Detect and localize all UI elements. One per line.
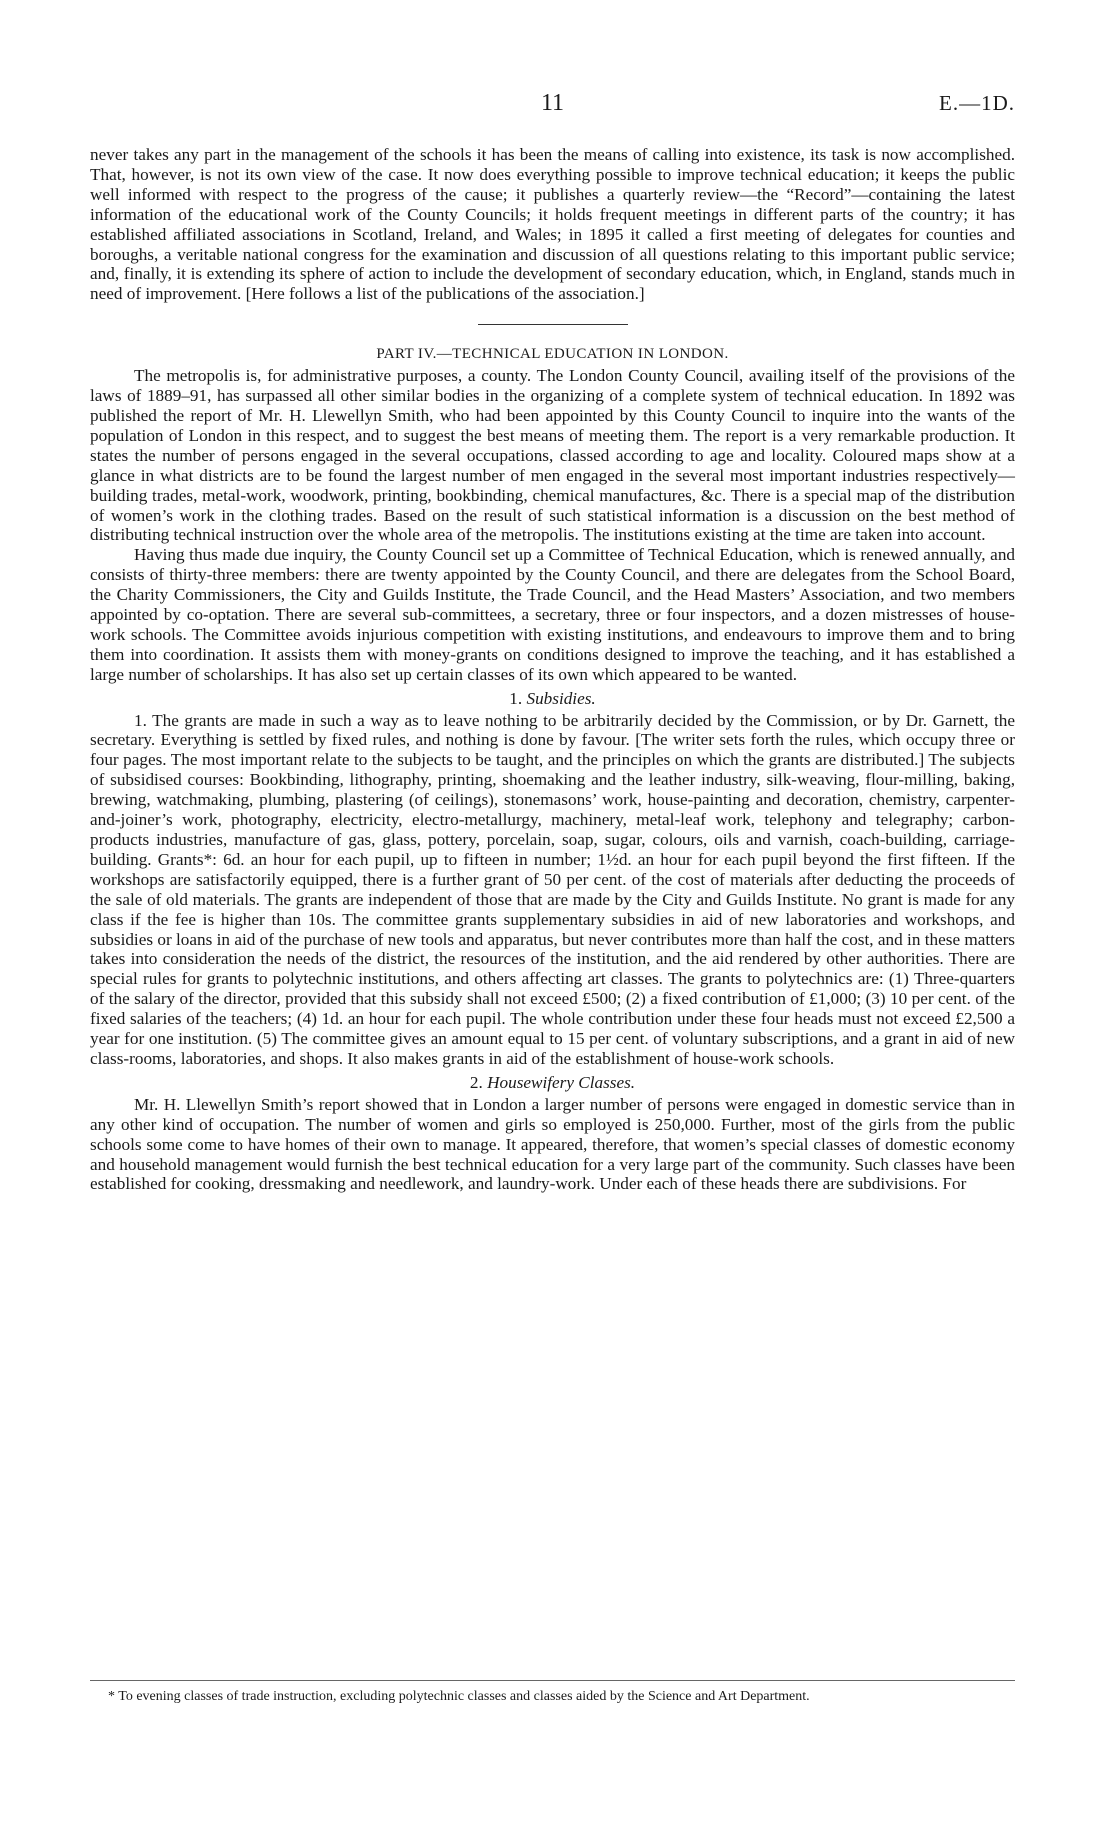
paragraph-housewifery: Mr. H. Llewellyn Smith’s report showed that in London a larger number of persons were engaged in domestic service than in any other kind of occupation. The number of women and girls so employed is 250,000. Further, most of the girls from the public schools some come to have homes of their own to manage. It appeared, therefore, that women’s special classes of domestic economy and household management would furnish the best technical education for a very large part of the community. Such classes have been established for cooking, dressmaking and needlework, and laundry-work. Under each of these heads there are subdivisions. For bbox=[90, 1094, 1015, 1194]
section-divider bbox=[478, 324, 628, 325]
footnote-divider bbox=[90, 1680, 1015, 1681]
document-reference: E.—1D. bbox=[939, 91, 1015, 115]
page-number: 11 bbox=[540, 90, 565, 116]
subsection-heading-subsidies bbox=[90, 689, 1015, 709]
page-header bbox=[90, 88, 1015, 118]
paragraph-continuation: never takes any part in the management of the schools it has been the means of calling into existence, its task is now accomplished. That, however, is not its own view of the case. It now does everything possible to improve technical education; it keeps the public well informed with respect to the progress of the cause; it publishes a quarterly review—the “Record”—containing the latest information of the educational work of the County Councils; it holds frequent meetings in different parts of the country; it has established affiliated associations in Scotland, Ireland, and Wales; in 1895 it called a first meeting of delegates for counties and boroughs, a veritable national congress for the examination and discussion of all questions relating to this important public service; and, finally, it is extending its sphere of action to include the development of secondary education, which, in England, stands much in need of improvement. [Here follows a list of the publications of the association.] bbox=[90, 145, 1015, 304]
subsection-number: 2. bbox=[469, 1072, 483, 1092]
subsection-title: Housewifery Classes. bbox=[487, 1072, 636, 1092]
paragraph-metropolis: The metropolis is, for administrative purposes, a county. The London County Council, availing itself of the provisions of the laws of 1889–91, has surpassed all other similar bodies in the organizing of a complete system of technical education. In 1892 was published the report of Mr. H. Llewellyn Smith, who had been appointed by this County Council to inquire into the wants of the population of London in this respect, and to suggest the best means of meeting them. The report is a very remarkable production. It states the number of persons engaged in the several occupations, classed according to age and locality. Coloured maps show at a glance in what districts are to be found the largest number of men engaged in the several most important industries respectively—building trades, metal-work, woodwork, printing, bookbinding, chemical manufactures, &c. There is a special map of the distribution of women’s work in the clothing trades. Based on the result of such statistical information is a discussion on the best method of distributing technical instruction over the whole area of the metropolis. The institutions existing at the time are taken into account. bbox=[90, 366, 1015, 545]
subsection-number: 1. bbox=[509, 688, 523, 708]
part-heading: PART IV.—TECHNICAL EDUCATION IN LONDON. bbox=[376, 346, 729, 363]
paragraph-committee: Having thus made due inquiry, the County Council set up a Committee of Technical Education, which is renewed annually, and consists of thirty-three members: there are twenty appointed by the County Council, and there are delegates from the School Board, the Charity Commissioners, the City and Guilds Institute, the Trade Council, and the Head Masters’ Association, and two members appointed by co-optation. There are several sub-committees, a secretary, three or four inspectors, and a dozen mistresses of house-work schools. The Committee avoids injurious competition with existing institutions, and endeavours to improve them and to bring them into coordination. It assists them with money-grants on conditions designed to improve the teaching, and it has established a large number of scholarships. It has also set up certain classes of its own which appeared to be wanted. bbox=[90, 545, 1015, 684]
document-page bbox=[90, 0, 1015, 1830]
footnote: * To evening classes of trade instruction, excluding polytechnic classes and classes aided by the Science and Art Department. bbox=[108, 1689, 810, 1704]
body-text bbox=[90, 145, 1015, 1194]
paragraph-grants: 1. The grants are made in such a way as to leave nothing to be arbitrarily decided by the Commission, or by Dr. Garnett, the secretary. Everything is settled by fixed rules, and nothing is done by favour. [The writer sets forth the rules, which occupy three or four pages. The most important relate to the subjects to be taught, and the principles on which the grants are distributed.] The subjects of subsidised courses: Bookbinding, lithography, printing, shoemaking and the leather industry, silk-weaving, flour-milling, baking, brewing, watchmaking, plumbing, plastering (of ceilings), stonemasons’ work, house-painting and decoration, chemistry, carpenter-and-joiner’s work, photography, electricity, electro-metallurgy, machinery, metal-leaf work, telephony and telegraphy; carbon-products industries, manufacture of gas, glass, pottery, porcelain, soap, sugar, colours, oils and varnish, coach-building, carriage-building. Grants*: 6d. an hour for each pupil, up to fifteen in number; 1½d. an hour for each pupil beyond the first fifteen. If the workshops are satisfactorily equipped, there is a further grant of 50 per cent. of the cost of materials after deducting the proceeds of the sale of old materials. The grants are independent of those that are made by the City and Guilds Institute. No grant is made for any class if the fee is higher than 10s. The committee grants supplementary subsidies in aid of new laboratories and workshops, and subsidies or loans in aid of the purchase of new tools and apparatus, but never contributes more than half the cost, and in these matters takes into consideration the needs of the district, the resources of the institution, and the aid rendered by other authorities. There are special rules for grants to polytechnic institutions, and others affecting art classes. The grants to polytechnics are: (1) Three-quarters of the salary of the director, provided that this subsidy shall not exceed £500; (2) a fixed contribution of £1,000; (3) 10 per cent. of the fixed salaries of the teachers; (4) 1d. an hour for each pupil. The whole contribution under these four heads must not exceed £2,500 a year for one institution. (5) The committee gives an amount equal to 15 per cent. of voluntary subscriptions, and a grant in aid of new class-rooms, laboratories, and shops. It also makes grants in aid of the establishment of house-work schools. bbox=[90, 710, 1015, 1068]
subsection-title: Subsidies. bbox=[526, 688, 596, 708]
subsection-heading-housewifery bbox=[90, 1073, 1015, 1093]
